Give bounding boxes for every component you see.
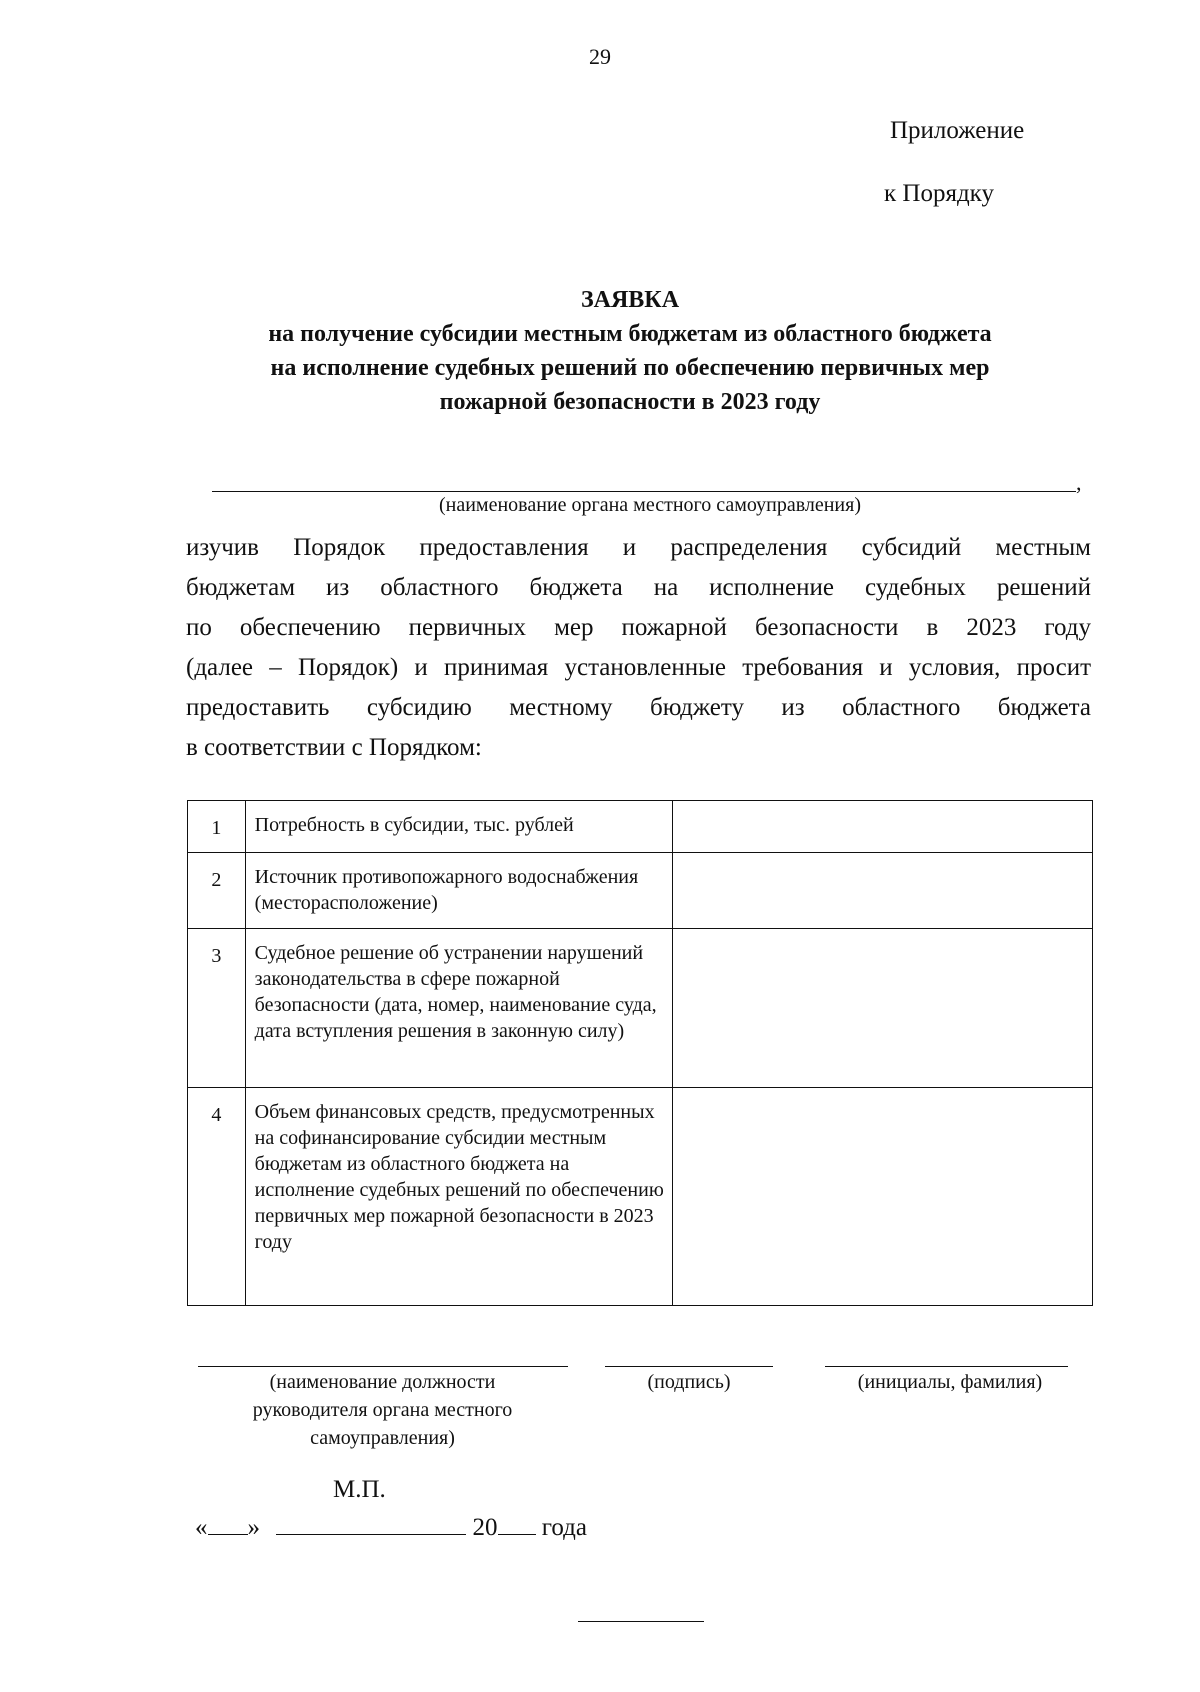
table-row: [188, 801, 1093, 853]
signature-field[interactable]: [605, 1366, 773, 1367]
row-label: Источник противопожарного водоснабжения (месторасположение): [245, 853, 672, 929]
org-name-comma: ,: [1076, 470, 1082, 495]
date-suffix: года: [541, 1514, 587, 1541]
body-line-3: по обеспечению первичных мер пожарной безопасности в 2023 году: [186, 614, 1091, 641]
date-row: [195, 1512, 587, 1544]
name-field[interactable]: [825, 1366, 1068, 1367]
body-line-1: изучив Порядок предоставления и распределения субсидий местным: [186, 534, 1091, 561]
row-label: Судебное решение об устранении нарушений законодательства в сфере пожарной безопасности (дата, номер, наименование суда, дата вступления решения в законную силу): [245, 929, 672, 1088]
row-number: 2: [188, 853, 246, 929]
row-value-field[interactable]: [673, 1088, 1093, 1306]
end-divider: [578, 1621, 704, 1622]
position-field[interactable]: [198, 1366, 568, 1367]
table-row: [188, 929, 1093, 1088]
body-line-2: бюджетам из областного бюджета на исполнение судебных решений: [186, 574, 1091, 601]
date-open-quote: «: [195, 1514, 208, 1541]
position-caption: (наименование должности руководителя органа местного самоуправления): [252, 1371, 513, 1449]
appendix-label: Приложение: [890, 117, 1025, 144]
signature-caption: (подпись): [647, 1371, 731, 1393]
page-number: 29: [589, 44, 611, 69]
row-number: 4: [188, 1088, 246, 1306]
appendix-reference: к Порядку: [884, 180, 994, 207]
table-row: [188, 853, 1093, 929]
row-number: 1: [188, 801, 246, 853]
request-table: [187, 800, 1093, 1306]
table-row: [188, 1088, 1093, 1306]
row-label: Объем финансовых средств, предусмотренных на софинансирование субсидии местным бюджетам из областного бюджета на исполнение судебных решений по обеспечению первичных мер пожарной безопасности в 2023 году: [245, 1088, 672, 1306]
date-day-field[interactable]: [208, 1512, 248, 1535]
row-label: Потребность в субсидии, тыс. рублей: [245, 801, 672, 853]
name-caption: (инициалы, фамилия): [857, 1371, 1043, 1393]
date-close-quote: »: [247, 1514, 260, 1541]
body-line-4: (далее – Порядок) и принимая установленные требования и условия, просит: [186, 654, 1091, 681]
title-subtitle-line-3: пожарной безопасности в 2023 году: [439, 389, 821, 415]
body-paragraph: [186, 528, 1091, 768]
date-year-prefix: 20: [472, 1514, 498, 1541]
date-month-field[interactable]: [276, 1512, 466, 1535]
date-year-field[interactable]: [498, 1512, 536, 1535]
body-line-5: предоставить субсидию местному бюджету из областного бюджета: [186, 694, 1091, 721]
row-number: 3: [188, 929, 246, 1088]
row-value-field[interactable]: [673, 853, 1093, 929]
org-name-field[interactable]: [212, 491, 1076, 492]
document-title: [200, 283, 1060, 419]
title-subtitle-line-1: на получение субсидии местным бюджетам из областного бюджета: [268, 321, 992, 347]
row-value-field[interactable]: [673, 801, 1093, 853]
stamp-placeholder: М.П.: [333, 1476, 386, 1503]
title-main: ЗАЯВКА: [580, 287, 680, 313]
org-name-caption: (наименование органа местного самоуправления): [438, 494, 861, 516]
title-subtitle-line-2: на исполнение судебных решений по обеспечению первичных мер: [270, 355, 990, 381]
body-line-6: в соответствии с Порядком:: [186, 734, 482, 761]
row-value-field[interactable]: [673, 929, 1093, 1088]
